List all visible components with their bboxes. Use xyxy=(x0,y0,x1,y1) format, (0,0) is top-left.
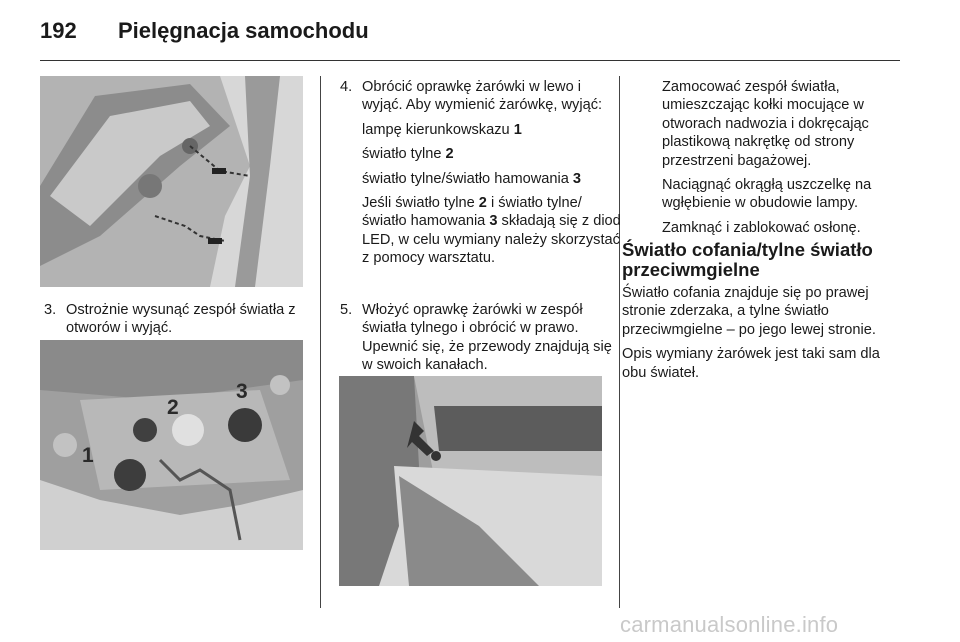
bulb-item-3: światło tylne/światło hamowania 3 xyxy=(362,170,582,187)
section-text xyxy=(622,284,902,388)
step-4-text: Obrócić oprawkę żarówki w lewo i wyjąć. Aby wymienić żarówkę, wyjąć: xyxy=(362,79,603,114)
step-4 xyxy=(340,78,624,268)
column-divider-1 xyxy=(320,76,321,608)
rear-car-photo xyxy=(339,376,602,586)
callout-2: 2 xyxy=(167,396,179,419)
step-4-number: 4. xyxy=(340,79,353,95)
seal-paragraph: Naciągnąć okrągłą uszczelkę na wgłębienie w obudowie lampy. xyxy=(662,177,872,212)
watermark: carmanualsonline.info xyxy=(620,612,839,637)
bulb-item-1: lampę kierunkowskazu 1 xyxy=(362,121,522,138)
step-5-number: 5. xyxy=(340,302,353,318)
step-3-text: Ostrożnie wysunąć zespół światła z otworów i wyjąć. xyxy=(66,302,296,337)
bulb-item-2: światło tylne 2 xyxy=(362,146,454,163)
right-column-text xyxy=(662,78,900,243)
close-cover-paragraph: Zamknąć i zablokować osłonę. xyxy=(662,219,861,236)
step-3 xyxy=(44,301,328,338)
section-paragraph-1: Światło cofania znajduje się po prawej stronie zderzaka, a tylne światło przeciwmgielne – po jego lewej stronie. xyxy=(622,285,876,338)
step-5 xyxy=(340,301,624,375)
page-number: 192 xyxy=(40,18,77,43)
page-title: Pielęgnacja samochodu xyxy=(118,18,369,43)
step-5-text: Włożyć oprawkę żarówki w zespół światła tylnego i obrócić w prawo. Upewnić się, że przewody znajdują się w swoich kanałach. xyxy=(362,302,612,374)
mount-lamp-paragraph: Zamocować zespół światła, umieszczając kołki mocujące w otworach nadwozia i dokręcając plastikową nakrętkę od strony przestrzeni bagażowej. xyxy=(662,79,869,169)
tail-lamp-removal-photo xyxy=(40,76,303,287)
section-paragraph-2: Opis wymiany żarówek jest taki sam dla obu świateł. xyxy=(622,346,880,381)
led-note: Jeśli światło tylne 2 i światło tylne/ światło hamowania 3 składają się z diod LED, w celu wymiany należy skorzystać z pomocy warsztatu. xyxy=(362,195,621,267)
bulb-holders-photo xyxy=(40,340,303,550)
callout-3: 3 xyxy=(236,380,248,403)
step-3-number: 3. xyxy=(44,302,57,318)
callout-1: 1 xyxy=(82,444,94,467)
header-rule xyxy=(40,60,900,61)
section-heading: Światło cofania/tylne światło przeciwmgielne xyxy=(622,239,873,280)
